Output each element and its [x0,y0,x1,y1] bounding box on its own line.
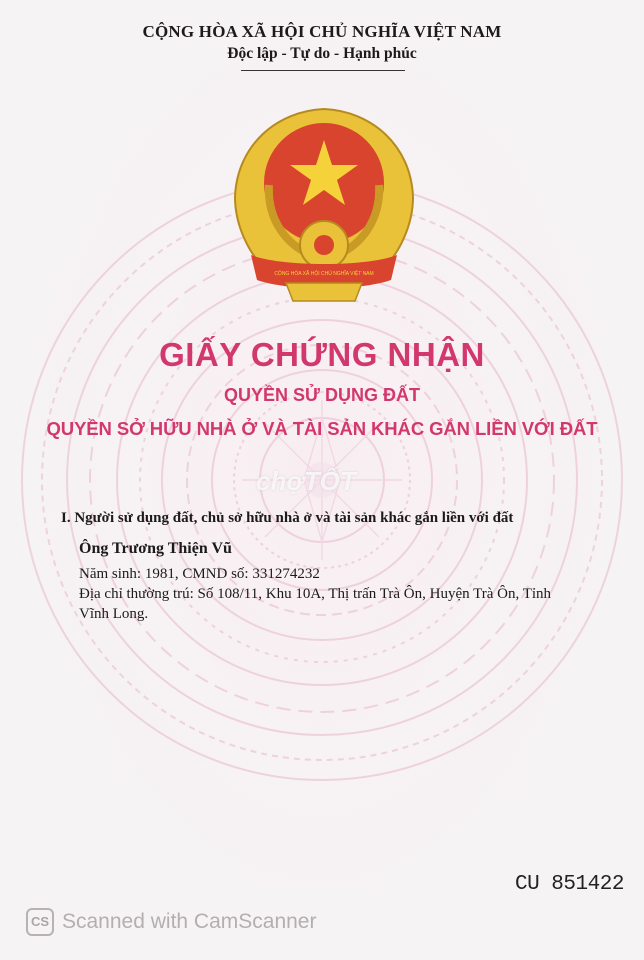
address-line-1: Địa chỉ thường trú: Số 108/11, Khu 10A, Thị trấn Trà Ôn, Huyện Trà Ôn, Tỉnh [79,586,552,602]
serial-number: CU 851422 [515,873,624,896]
national-emblem-icon [231,105,417,305]
address-line-2: Vĩnh Long. [79,606,149,622]
birth-and-id-line: Năm sinh: 1981, CMND số: 331274232 [79,566,320,582]
certificate-title: GIẤY CHỨNG NHẬN [159,336,485,373]
section-1-heading: I. Người sử dụng đất, chủ sở hữu nhà ở và tài sản khác gắn liền với đất [61,510,514,526]
certificate-subtitle-land-use: QUYỀN SỬ DỤNG ĐẤT [224,385,420,405]
motto-underline [241,70,405,71]
certificate-subtitle-ownership: QUYỀN SỞ HỮU NHÀ Ở VÀ TÀI SẢN KHÁC GẮN LIỀN VỚI ĐẤT [46,418,598,439]
camscanner-label: Scanned with CamScanner [62,910,317,933]
emblem-ribbon-text: CỘNG HÒA XÃ HỘI CHỦ NGHĨA VIỆT NAM [274,271,374,277]
national-motto: Độc lập - Tự do - Hạnh phúc [227,45,417,62]
owner-name: Ông Trương Thiện Vũ [79,540,232,557]
chotot-watermark: chợTỐT [256,466,356,496]
country-name: CỘNG HÒA XÃ HỘI CHỦ NGHĨA VIỆT NAM [142,22,502,41]
camscanner-logo-icon: CS [26,908,54,936]
